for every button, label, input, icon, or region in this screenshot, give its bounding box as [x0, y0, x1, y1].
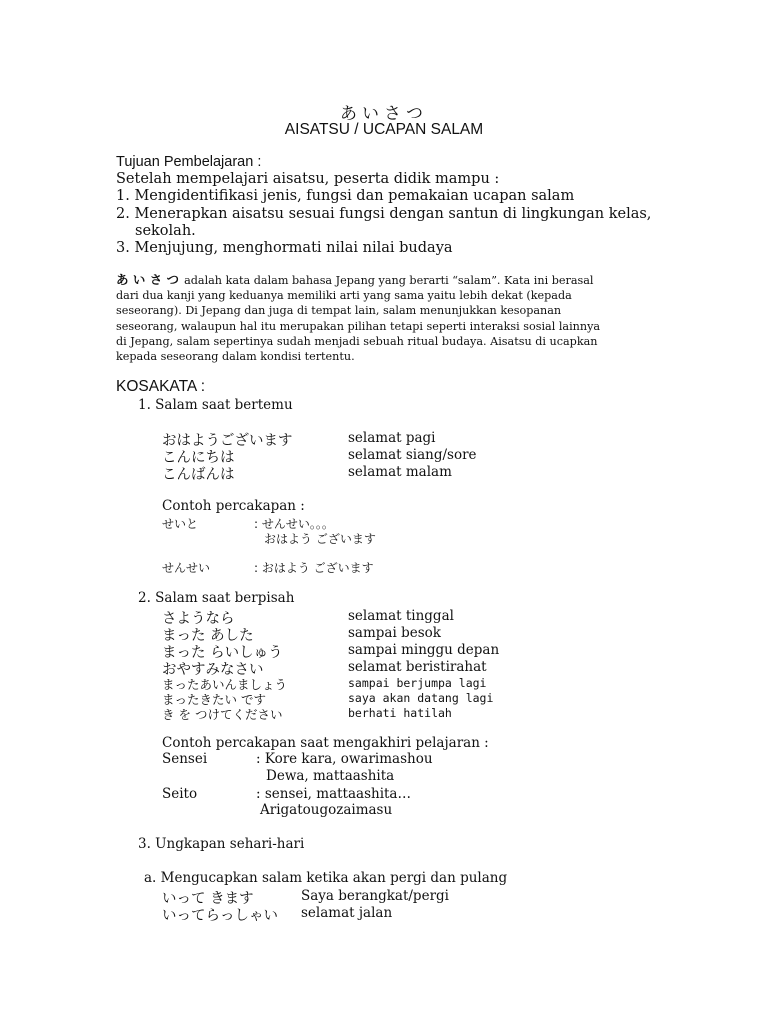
dialogue-speaker: せいと: [162, 517, 199, 531]
dialogue-speaker: せんせい: [162, 561, 211, 575]
vocab-meaning: selamat jalan: [301, 905, 393, 921]
vocab-meaning: saya akan datang lagi: [348, 691, 494, 705]
japanese-title: あいさつ: [340, 104, 428, 124]
page-title: AISATSU / UCAPAN SALAM: [284, 121, 484, 138]
vocab-jp: まったあいんましょう: [162, 677, 288, 692]
vocab-meaning: sampai minggu depan: [348, 642, 500, 658]
vocab-meaning: selamat pagi: [348, 430, 436, 446]
vocab-jp: いってらっしゃい: [162, 908, 278, 924]
vocab-meaning: selamat tinggal: [348, 608, 454, 624]
vocab-meaning: berhati hatilah: [348, 706, 452, 720]
section-2-title: 2. Salam saat berpisah: [138, 590, 295, 606]
intro-paragraph: [116, 272, 652, 364]
paragraph-line: kepada seseorang dalam kondisi tertentu.: [116, 350, 355, 364]
vocab-meaning: sampai besok: [348, 625, 441, 641]
paragraph-line: seseorang, walaupun hal itu merupakan pilihan tetapi seperti interaksi sosial lainnya: [116, 319, 601, 333]
vocab-jp: き を つけてください: [162, 707, 283, 722]
vocab-meaning: Saya berangkat/pergi: [301, 888, 449, 904]
paragraph-line: di Jepang, salam sepertinya sudah menjadi sebuah ritual budaya. Aisatsu di ucapkan: [116, 334, 598, 348]
dialogue-line: : Kore kara, owarimashou: [256, 751, 433, 767]
dialogue-line: : おはよう ございます: [254, 561, 374, 575]
vocab-meaning: selamat siang/sore: [348, 447, 477, 463]
example-heading: Contoh percakapan saat mengakhiri pelajaran :: [162, 735, 489, 751]
objectives-intro: Setelah mempelajari aisatsu, peserta didik mampu :: [116, 171, 500, 187]
dialogue-line-cont: Dewa, mattaashita: [266, 768, 395, 784]
dialogue-line: : せんせい。。。: [254, 517, 334, 531]
vocab-jp: まったきたい です: [162, 692, 266, 707]
paragraph-line: adalah kata dalam bahasa Jepang yang berarti “salam”. Kata ini berasal: [184, 274, 594, 287]
vocab-jp: いって きます: [162, 891, 254, 907]
objectives-heading: Tujuan Pembelajaran :: [116, 154, 262, 170]
vocab-jp: まった あした: [162, 628, 254, 644]
objective-item-1: 1. Mengidentifikasi jenis, fungsi dan pemakaian ucapan salam: [116, 188, 575, 204]
vocab-jp: さようなら: [162, 611, 235, 627]
dialogue-speaker: Seito: [162, 786, 198, 802]
vocab-meaning: sampai berjumpa lagi: [348, 676, 487, 690]
paragraph-line: dari dua kanji yang keduanya memiliki arti yang sama yaitu lebih dekat (kepada: [116, 289, 572, 303]
objective-item-2: 2. Menerapkan aisatsu sesuai fungsi dengan santun di lingkungan kelas,: [116, 206, 652, 222]
dialogue-speaker: Sensei: [162, 751, 208, 767]
example-heading: Contoh percakapan :: [162, 498, 305, 514]
section-3-title: 3. Ungkapan sehari-hari: [138, 836, 305, 852]
kosakata-heading: KOSAKATA :: [116, 378, 206, 395]
vocab-meaning: selamat malam: [348, 464, 452, 480]
objective-item-2-cont: sekolah.: [135, 223, 196, 239]
dialogue-line: : sensei, mattaashita…: [256, 786, 411, 802]
vocab-meaning: selamat beristirahat: [348, 659, 487, 675]
vocab-jp: まった らいしゅう: [162, 645, 283, 661]
vocab-jp: こんばんは: [162, 467, 235, 483]
dialogue-line-cont: Arigatougozaimasu: [260, 802, 393, 818]
section-1-title: 1. Salam saat bertemu: [138, 397, 293, 413]
vocab-jp: おはようございます: [162, 433, 293, 449]
subsection-a: a. Mengucapkan salam ketika akan pergi dan pulang: [144, 870, 508, 886]
dialogue-line-cont: おはよう ございます: [264, 532, 376, 546]
paragraph-line: seseorang). Di Jepang dan juga di tempat lain, salam menunjukkan kesopanan: [116, 304, 562, 318]
paragraph-lead: あ い さ つ: [116, 272, 180, 287]
vocab-jp: こんにちは: [162, 450, 235, 466]
objective-item-3: 3. Menjujung, menghormati nilai nilai budaya: [116, 240, 453, 256]
vocab-jp: おやすみなさい: [162, 662, 264, 678]
